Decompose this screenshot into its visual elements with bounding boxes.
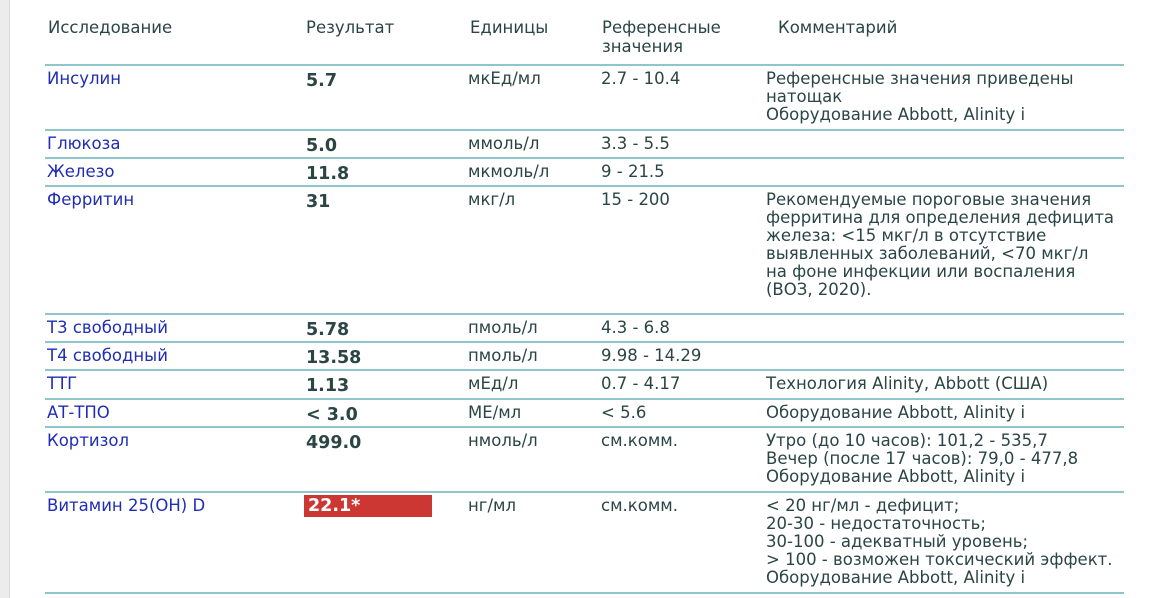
result-value: 31 — [306, 192, 331, 212]
table-row — [45, 341, 1124, 368]
table-row — [45, 426, 1124, 486]
result-value: 1.13 — [306, 376, 350, 396]
test-name[interactable]: Ферритин — [47, 190, 135, 209]
test-name[interactable]: Железо — [47, 162, 115, 181]
table-row — [45, 491, 1124, 587]
header-result: Результат — [306, 18, 395, 37]
result-value: 5.78 — [306, 320, 350, 340]
reference-range: 4.3 - 6.8 — [601, 318, 670, 337]
comment: < 20 нг/мл - дефицит; 20-30 - недостаточность; 30-100 - адекватный уровень; > 100 - возможен токсический эффект. Оборудование Abbott, Alinity i — [766, 496, 1113, 587]
result-value: 499.0 — [306, 433, 362, 453]
table-row — [45, 64, 1124, 124]
test-name[interactable]: АТ-ТПО — [47, 403, 110, 422]
comment: Оборудование Abbott, Alinity i — [766, 403, 1026, 422]
units: нг/мл — [468, 496, 517, 515]
reference-range: 2.7 - 10.4 — [601, 69, 681, 88]
test-name[interactable]: ТТГ — [47, 374, 78, 393]
comment: Утро (до 10 часов): 101,2 - 535,7 Вечер (после 17 часов): 79,0 - 477,8 Оборудование Abbott, Alinity i — [766, 431, 1079, 486]
reference-range: 15 - 200 — [601, 190, 670, 209]
test-name[interactable]: Т4 свободный — [47, 346, 168, 365]
page-edge — [0, 0, 10, 598]
reference-range: 9.98 - 14.29 — [601, 346, 702, 365]
units: мЕд/л — [468, 374, 519, 393]
reference-range: см.комм. — [601, 496, 678, 515]
units: МЕ/мл — [468, 403, 522, 422]
test-name[interactable]: Витамин 25(OH) D — [47, 496, 206, 515]
header-reference: Референсные значения — [602, 18, 721, 56]
result-value: 11.8 — [306, 164, 350, 184]
result-value: 5.0 — [306, 136, 338, 156]
table-row — [45, 185, 1124, 299]
test-name[interactable]: Глюкоза — [47, 134, 121, 153]
table-row — [45, 129, 1124, 156]
units: пмоль/л — [468, 318, 538, 337]
header-test: Исследование — [48, 18, 173, 37]
result-value: < 3.0 — [306, 405, 358, 425]
units: мкг/л — [468, 190, 516, 209]
result-value: 22.1* — [304, 495, 432, 517]
test-name[interactable]: Т3 свободный — [47, 318, 168, 337]
reference-range: см.комм. — [601, 431, 678, 450]
table-row — [45, 157, 1124, 184]
units: нмоль/л — [468, 431, 538, 450]
units: пмоль/л — [468, 346, 538, 365]
reference-range: 3.3 - 5.5 — [601, 134, 670, 153]
header-units: Единицы — [470, 18, 549, 37]
table-row — [45, 398, 1124, 425]
units: мкЕд/мл — [468, 69, 541, 88]
result-value: 5.7 — [306, 71, 338, 91]
comment: Референсные значения приведены натощак Оборудование Abbott, Alinity i — [766, 69, 1074, 124]
table-header — [0, 18, 1154, 64]
test-name[interactable]: Инсулин — [47, 69, 122, 88]
units: мкмоль/л — [468, 162, 550, 181]
reference-range: 0.7 - 4.17 — [601, 374, 681, 393]
table-row — [45, 369, 1124, 396]
result-value: 13.58 — [306, 348, 362, 368]
header-comment: Комментарий — [778, 18, 898, 37]
comment: Технология Alinity, Abbott (США) — [766, 374, 1049, 393]
table-row — [45, 313, 1124, 340]
test-name[interactable]: Кортизол — [47, 431, 130, 450]
reference-range: < 5.6 — [601, 403, 647, 422]
reference-range: 9 - 21.5 — [601, 162, 665, 181]
table-bottom-rule — [45, 592, 1124, 594]
comment: Рекомендуемые пороговые значения ферритина для определения дефицита железа: <15 мкг/л в отсутствие выявленных заболеваний, <70 мкг/л на фоне инфекции или воспаления (ВОЗ, 2020). — [766, 190, 1115, 299]
units: ммоль/л — [468, 134, 540, 153]
